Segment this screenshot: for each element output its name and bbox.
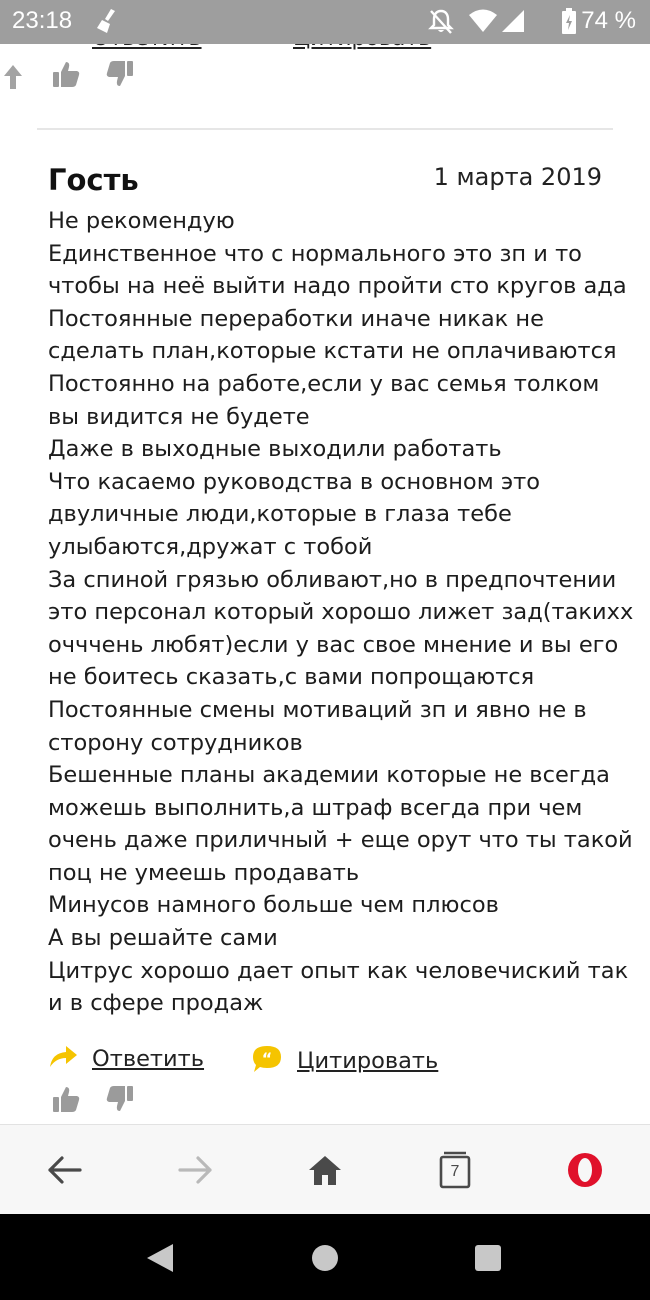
comment-body <box>48 205 634 1020</box>
comment-line: не боитесь сказать,с вами попрощаются <box>48 664 535 691</box>
tab-count: 7 <box>450 1163 460 1180</box>
back-button[interactable] <box>42 1147 88 1193</box>
tabs-icon <box>439 1151 471 1189</box>
opera-menu-button[interactable] <box>562 1147 608 1193</box>
comment-actions <box>48 1044 608 1078</box>
comment-line: Цитрус хорошо дает опыт как человечиский так <box>48 957 629 984</box>
wifi-icon <box>468 8 498 39</box>
comment-line: сторону сотрудников <box>48 729 303 756</box>
home-icon <box>307 1154 343 1186</box>
mute-bell-icon <box>428 8 454 41</box>
nav-recents-square-icon <box>474 1244 502 1272</box>
nav-recents-button[interactable] <box>470 1240 506 1276</box>
comment-line: это персонал который хорошо лижет зад(такихх <box>48 599 634 626</box>
comment-line: Постоянно на работе,если у вас семья толком <box>48 370 600 397</box>
nav-home-button[interactable] <box>307 1240 343 1276</box>
comment-line: Единственное что с нормального это зп и то <box>48 240 582 267</box>
comment-line: Постоянные смены мотиваций зп и явно не в <box>48 696 587 723</box>
comment-line: Даже в выходные выходили работать <box>48 436 502 463</box>
signal-icon <box>500 8 526 39</box>
comment-line: очччень любят)если у вас свое мнение и вы его <box>48 631 619 658</box>
scroll-up-arrow-icon[interactable] <box>2 64 24 94</box>
comment-line: и в сфере продаж <box>48 990 264 1017</box>
reply-label[interactable]: Ответить <box>92 1046 205 1072</box>
forward-button[interactable] <box>172 1147 218 1193</box>
back-arrow-icon <box>48 1156 82 1184</box>
nav-back-button[interactable] <box>142 1240 178 1276</box>
comment-divider <box>37 128 613 130</box>
comment-line: Не рекомендую <box>48 208 235 234</box>
battery-percent: 74 % <box>581 7 636 34</box>
forward-arrow-icon <box>178 1156 212 1184</box>
comment-line: Минусов намного больше чем плюсов <box>48 892 499 919</box>
home-button[interactable] <box>302 1147 348 1193</box>
svg-text:“: “ <box>261 1049 273 1068</box>
comment-line: сделать план,которые кстати не оплачиваются <box>48 338 617 365</box>
comment-line: Постоянные переработки иначе никак не <box>48 305 544 332</box>
thumbs-up-icon[interactable] <box>52 1085 80 1113</box>
comment-line: чтобы на неё выйти надо пройти сто кругов ада <box>48 273 627 300</box>
status-bar <box>0 0 650 44</box>
comment-line: улыбаются,дружат с тобой <box>48 533 373 560</box>
reply-arrow-icon <box>48 1044 78 1074</box>
comment-line: очень даже приличный + еще орут что ты такой <box>48 827 633 854</box>
comment-line: двуличные люди,которые в глаза тебе <box>48 501 512 528</box>
previous-vote-row <box>52 60 160 88</box>
tabs-button[interactable] <box>432 1147 478 1193</box>
quote-label[interactable]: Цитировать <box>297 1048 439 1074</box>
quote-button[interactable] <box>251 1044 438 1078</box>
comment-line: поц не умеешь продавать <box>48 859 360 886</box>
comment-line: Что касаемо руководства в основном это <box>48 468 541 495</box>
broom-icon <box>96 8 120 39</box>
quote-bubble-icon <box>251 1044 283 1078</box>
reply-button[interactable] <box>48 1044 204 1074</box>
opera-logo-icon <box>566 1151 604 1189</box>
thumbs-down-icon[interactable] <box>106 60 134 88</box>
nav-back-triangle-icon <box>145 1242 175 1274</box>
thumbs-down-icon[interactable] <box>106 1085 134 1113</box>
browser-toolbar <box>0 1124 650 1215</box>
thumbs-up-icon[interactable] <box>52 60 80 88</box>
comment-date: 1 марта 2019 <box>433 163 602 191</box>
status-time: 23:18 <box>12 7 73 34</box>
battery-icon <box>562 8 576 39</box>
comment-vote-row <box>52 1085 160 1113</box>
android-nav-bar <box>0 1214 650 1300</box>
comment-line: вы видится не будете <box>48 403 310 430</box>
comment-line: можешь выполнить,а штраф всегда при чем <box>48 794 583 821</box>
comment-line: За спиной грязью обливают,но в предпочтении <box>48 566 617 593</box>
comment-author: Гость <box>48 163 139 197</box>
comment-line: Бешенные планы академии которые не всегда <box>48 762 610 789</box>
comment-line: А вы решайте сами <box>48 925 278 952</box>
nav-home-circle-icon <box>310 1243 340 1273</box>
